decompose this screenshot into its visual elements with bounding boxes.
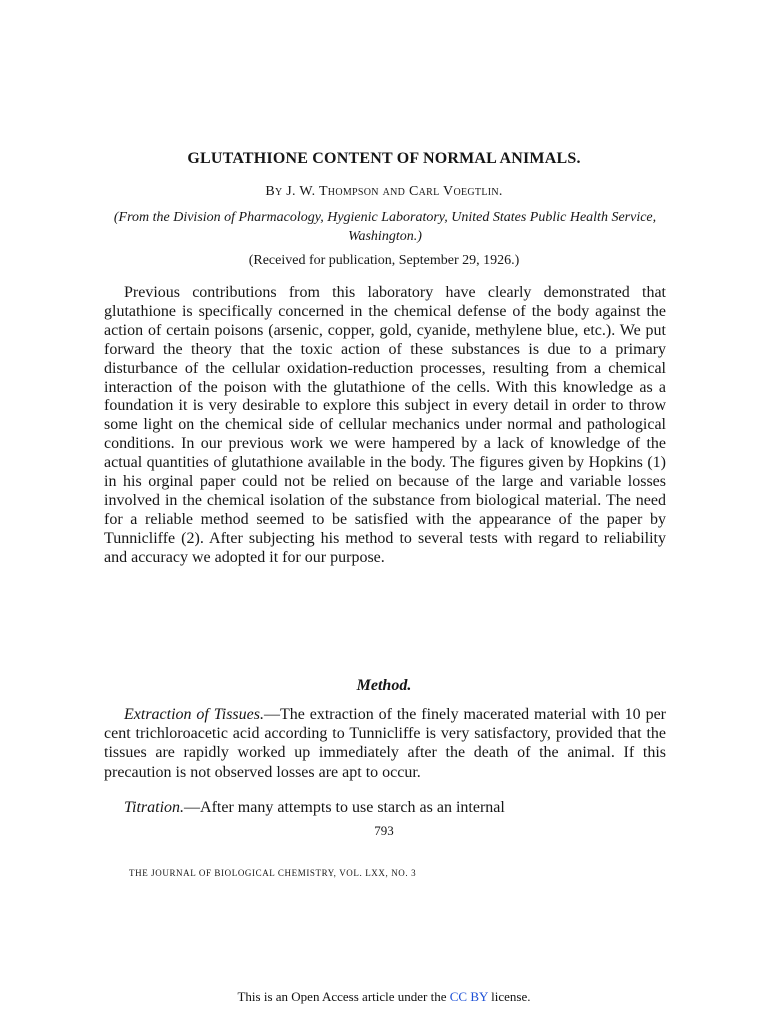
article-title: GLUTATHIONE CONTENT OF NORMAL ANIMALS. [187,150,581,167]
license-notice [0,989,768,1005]
extraction-run-in-heading: Extraction of Tissues. [124,706,264,723]
author-byline: By J. W. Thompson and Carl Voegtlin. [265,184,503,199]
titration-run-in-heading: Titration. [124,799,185,816]
extraction-paragraph [104,705,666,782]
titration-text: —After many attempts to use starch as an internal [184,799,505,816]
license-suffix: license. [487,989,531,1004]
cc-by-link[interactable]: CC BY [449,989,488,1004]
license-prefix: This is an Open Access article under the [237,989,450,1004]
journal-footer: THE JOURNAL OF BIOLOGICAL CHEMISTRY, VOL. LXX, NO. 3 [129,868,417,878]
received-date: (Received for publication, September 29, 1926.) [248,253,520,268]
titration-paragraph [104,798,666,817]
intro-paragraph: Previous contributions from this laboratory have clearly demonstrated that glutathione is specifically concerned in the chemical defense of the body against the action of certain poisons (arsenic, copper, gold, cyanide, methylene blue, etc.). We put forward the theory that the toxic action of these substances is due to a primary disturbance of the cellular oxidation-reduction processes, resulting from a chemical interaction of the poison with the glutathione of the cells. With this knowledge as a foundation it is very desirable to explore this subject in every detail in order to throw some light on the chemical side of cellular mechanics under normal and pathological conditions. In our previous work we were hampered by a lack of knowledge of the actual quantities of glutathione available in the body. The figures given by Hopkins (1) in his orginal paper could not be relied on because of the large and variable losses involved in the chemical isolation of the substance from biological material. The need for a reliable method seemed to be satisfied with the appearance of the paper by Tunnicliffe (2). After subjecting his method to several tests with regard to reliability and accuracy we adopted it for our purpose. [104,284,666,566]
section-heading-method: Method. [356,677,412,694]
page-number: 793 [374,823,394,838]
author-affiliation: (From the Division of Pharmacology, Hygienic Laboratory, United States Public Health Service, Washington.) [113,210,657,244]
extraction-text: —The extraction of the finely macerated material with 10 per cent trichloroacetic acid according to Tunnicliffe is very satisfactory, provided that the tissues are rapidly worked up immediately after the death of the animal. If this precaution is not observed losses are apt to occur. [104,706,666,781]
